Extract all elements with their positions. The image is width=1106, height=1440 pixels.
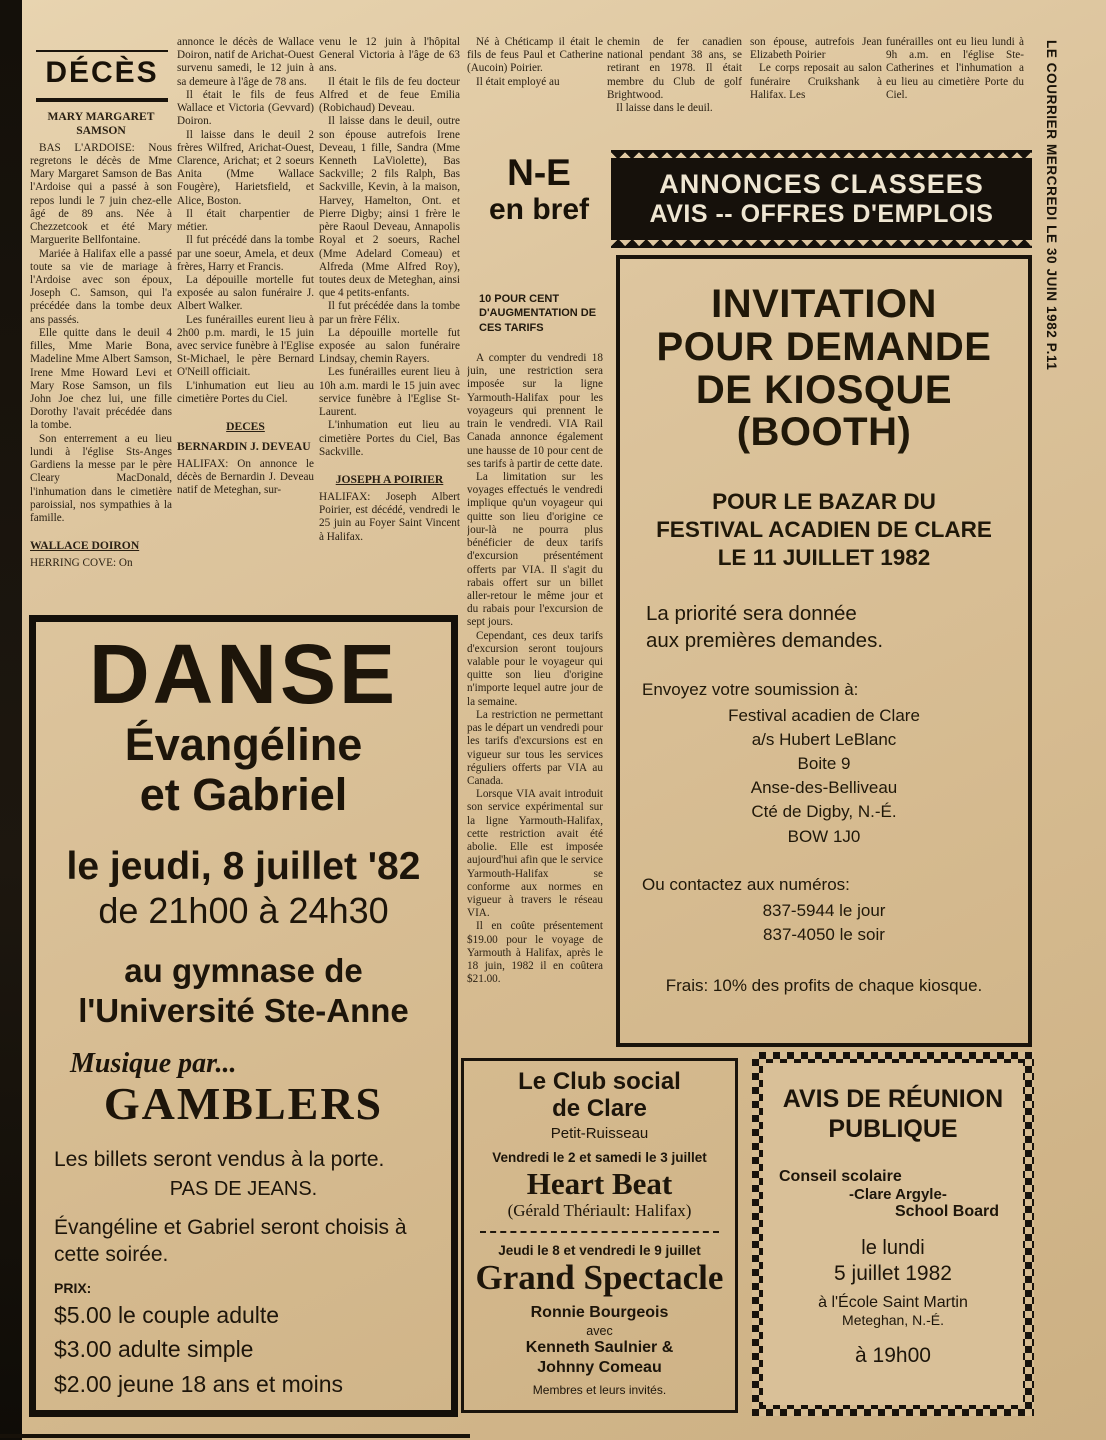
obituary-text: funérailles ont eu lieu lundi à 9h a.m. en l'église Ste-Catherines et l'inhumation a eu lieu au cimetière Porte du Ciel. [886, 36, 1024, 101]
club-ad-performer3: Johnny Comeau [537, 1358, 662, 1376]
danse-ad-music-label: Musique par... [70, 1048, 237, 1080]
club-ad-performer2: Kenneth Saulnier & [525, 1338, 674, 1356]
obituary-column-2 [177, 36, 314, 616]
obituary-text: Né à Chéticamp il était le fils de feus Paul et Catherine (Aucoin) Poirier. Il était employé au [467, 36, 603, 88]
obituary-heading-poirier: JOSEPH A POIRIER [335, 473, 444, 486]
club-ad-location: Petit-Ruisseau [550, 1124, 649, 1142]
club-ad-performer1: Ronnie Bourgeois [530, 1303, 669, 1321]
avis-ad-town: Meteghan, N.-É. [842, 1312, 944, 1328]
danse-ad-price-label: PRIX: [54, 1279, 92, 1296]
club-ad-band1-subtitle: (Gérald Thériault: Halifax) [507, 1200, 692, 1220]
obituary-heading-samson: MARY MARGARET SAMSON [47, 110, 155, 137]
avis-ad-title: AVIS DE RÉUNION PUBLIQUE [782, 1085, 1004, 1143]
obituary-column-5 [607, 36, 742, 154]
obituary-text: BAS L'ARDOISE: Nous regretons le décès de Mme Mary Margaret Samson de Bas l'Ardoise qui a passé à son repos lundi le 7 juin chez-elle âgé de 89 ans. Née à Chezzetcook et été Mary Marguerite Bellfontaine. Mariée à Halifax elle a passé toute sa vie de mariage à l'Ardoise avec son époux, Joseph C. Samson, qui l'a précédée dans la tombe deux ans passés. Elle quitte dans le deuil 4 filles, Mme Marie Bona, Madeline Mme Albert Samson, Irene Mme Howard Levi et Mary Rose Samson, un fils John Joe chez lui, une fille Dorothy l'avait précédée dans la tombe. Son enterrement a eu lieu lundi à l'église Sts-Anges Gardiens la messe par le père Cleary MacDonald, l'inhumation dans le cimetière paroissial, nos sympathies à la famille. [30, 141, 172, 524]
kiosk-ad-subtitle: POUR LE BAZAR DU FESTIVAL ACADIEN DE CLARE LE 11 JUILLET 1982 [656, 489, 992, 570]
brief-article-text: A compter du vendredi 18 juin, une restriction sera imposée sur la ligne Yarmouth-Halifax pour les voyageurs qui prennent le train le vendredi. VIA Rail Canada annonce également une hausse de 10 pour cent de ses tarifs à partir de cette date. La limitation sur les voyages effectués le vendredi implique qu'un voyageur qui quitte son lieu d'origine ce jour-là ne pourra plus bénéficier de deux tarifs d'excursion présentément offerts par VIA. Il s'agit du rabais offert sur un billet aller-retour le même jour et du rabais pour l'excursion de sept jours. Cependant, ces deux tarifs d'excursion seront toujours valable pour le voyageur qui quitte son lieu d'origine n'importe lequel autre jour de la semaine. La restriction ne permettant pas le départ un vendredi pour les tarifs d'excursions est en vigueur sur tous les services réguliers offerts par VIA au Canada. Lorsque VIA avait introduit son service expérimental sur la ligne Yarmouth-Halifax, cette restriction avait été abolie. Elle est imposée aujourd'hui afin que le service Yarmouth-Halifax se conforme aux normes en vigueur à travers le réseau VIA. Il en coûte présentement $19.00 pour le voyage de Yarmouth à Halifax, après le 18 juin, 1982 il en coûtera $21.00. [467, 352, 603, 986]
banner-zigzag-bottom [611, 239, 1032, 248]
danse-ad-prices: $5.00 le couple adulte $3.00 adulte simple $2.00 jeune 18 ans et moins [54, 1301, 343, 1397]
avis-ad-org-line1: Conseil scolaire [779, 1168, 902, 1185]
brief-article-column [467, 352, 603, 1046]
obituary-text: HALIFAX: Joseph Albert Poirier, est décédé, vendredi le 25 juin au Foyer Saint Vincent à Halifax. [319, 490, 460, 543]
obituary-heading-deveau: BERNARDIN J. DEVEAU [177, 440, 311, 454]
avis-reunion-ad [752, 1052, 1034, 1416]
obituary-column-3 [319, 36, 460, 616]
danse-ad-time: de 21h00 à 24h30 [98, 890, 389, 932]
club-ad-divider [480, 1231, 719, 1233]
club-social-ad [461, 1058, 738, 1413]
avis-ad-time: à 19h00 [855, 1344, 931, 1367]
avis-ad-inner [763, 1063, 1023, 1405]
kiosk-ad-fees: Frais: 10% des profits de chaque kiosque. [665, 975, 983, 995]
obituary-text: venu le 12 juin à l'hôpital General Victoria à l'âge de 63 ans. Il était le fils de feu docteur Alfred et de feue Emilia (Robichaud) Deveau. Il laisse dans le deuil, outre son épouse autrefois Irene Deveau, 1 fille, Sandra (Mme Kenneth LaViolette), Bas Sackville; 2 fils Ralph, Bas Sackville, Kevin, à la maison, Harvey, Hamelton, Ont. et Pierre Digby; ainsi 1 frère le père Raoul Deveau, Annapolis Royal et 2 soeurs, Rachel (Mme Adelard Comeau) et Alfreda (Mme Alfred Roy), toutes deux de Meteghan, ainsi que 4 petits-enfants. Il fut précédée dans la tombe par un frère Félix. La dépouille mortelle fut exposée au salon funéraire Lindsay, chemin Rayers. Les funérailles eurent lieu à 10h a.m. mardi le 15 juin avec service funèbre à l'Eglise St-Laurent. L'inhumation eut lieu au cimetière Portes du Ciel, Bas Sackville. [319, 36, 460, 458]
ne-en-bref-line2: en bref [488, 192, 590, 226]
obituary-column-6 [750, 36, 882, 154]
scan-bottom-mark [0, 1434, 470, 1438]
obituary-column-7 [886, 36, 1024, 154]
kiosk-ad-address: Festival acadien de Clare a/s Hubert LeBlanc Boite 9 Anse-des-Belliveau Cté de Digby, N.-É. BOW 1J0 [728, 705, 920, 846]
kiosk-ad-title: INVITATION POUR DEMANDE DE KIOSQUE (BOOTH) [656, 282, 992, 455]
club-ad-event-title: Grand Spectacle [475, 1257, 724, 1297]
danse-ad-names: Évangéline et Gabriel [124, 718, 363, 821]
obituary-column-1 [30, 104, 172, 616]
obituary-text: chemin de fer canadien national pendant 38 ans, se retirant en 1978. Il était membre du Club de golf Brightwood. Il laisse dans le deuil. [607, 36, 742, 115]
danse-ad-title: DANSE [88, 627, 399, 721]
club-ad-date1: Vendredi le 2 et samedi le 3 juillet [492, 1149, 707, 1165]
banner-line2: AVIS -- OFFRES D'EMPLOIS [649, 200, 994, 229]
ne-en-bref-line1: N-E [507, 152, 571, 193]
brief-article-heading: 10 POUR CENT D'AUGMENTATION DE CES TARIFS [479, 293, 597, 334]
avis-ad-org-line2: -Clare Argyle- [849, 1186, 947, 1203]
danse-ad-venue: au gymnase de l'Université Ste-Anne [78, 951, 409, 1029]
danse-ad [29, 615, 458, 1417]
avis-ad-place: à l'École Saint Martin [818, 1294, 968, 1311]
page-edge-caption: LE COURRIER MERCREDI LE 30 JUIN 1982 P.11 [1044, 40, 1059, 371]
ne-en-bref-header [473, 154, 605, 226]
club-ad-avec: avec [586, 1323, 613, 1338]
kiosk-ad-contact-label: Ou contactez aux numéros: [642, 874, 850, 894]
deces-section-title: DÉCÈS [36, 50, 168, 102]
obituary-text: HERRING COVE: On [30, 557, 133, 570]
obituary-heading-deces: DECES [226, 420, 265, 434]
club-ad-members-note: Membres et leurs invités. [532, 1382, 667, 1397]
danse-ad-dress-note: PAS DE JEANS. [169, 1178, 318, 1201]
danse-ad-tickets-note: Les billets seront vendus à la porte. [54, 1148, 385, 1172]
avis-ad-day: le lundi [861, 1237, 925, 1259]
scan-left-edge [0, 0, 22, 1440]
danse-ad-date: le jeudi, 8 juillet '82 [66, 845, 421, 889]
avis-ad-date: 5 juillet 1982 [834, 1262, 952, 1285]
danse-ad-selection-note: Évangéline et Gabriel seront choisis à cette soirée. [54, 1216, 407, 1266]
club-ad-date2: Jeudi le 8 et vendredi le 9 juillet [498, 1242, 701, 1258]
obituary-text: son épouse, autrefois Jean Elizabeth Poirier Le corps reposait au salon funéraire Cruikshank à Halifax. Les [750, 36, 882, 101]
danse-ad-band-name: GAMBLERS [103, 1078, 384, 1130]
kiosk-ad-priority-note: La priorité sera donnée aux premières demandes. [646, 601, 884, 652]
banner-line1: ANNONCES CLASSEES [659, 169, 984, 200]
banner-zigzag-top [611, 150, 1032, 159]
obituary-heading-doiron: WALLACE DOIRON [30, 539, 140, 553]
obituary-text: annonce le décès de Wallace Doiron, natif de Arichat-Ouest survenu samedi, le 12 juin à sa demeure à l'âge de 78 ans. Il était le fils de feus Wallace et Victoria (Gevvard) Doiron. Il laisse dans le deuil 2 frères Wilfred, Arichat-Ouest, Clarence, Arichat; et 2 soeurs Anita (Mme Wallace Fougère), Harietsfield, et Alice, Boston. Il était charpentier de métier. Il fut précédé dans la tombe par une soeur, Amela, et deux frères, Harry et Francis. La dépouille mortelle fut exposée au salon funéraire J. Albert Walker. Les funérailles eurent lieu à 2h00 p.m. mardi, le 15 juin avec service funèbre à l'Eglise St-Michael, le père Bernard O'Neill officiait. L'inhumation eut lieu au cimetière Portes du Ciel. [177, 36, 314, 405]
kiosk-invitation-ad [616, 255, 1032, 1047]
club-ad-title: Le Club social de Clare [518, 1068, 681, 1122]
classifieds-banner [611, 158, 1032, 240]
club-ad-band1: Heart Beat [526, 1165, 673, 1201]
obituary-text: HALIFAX: On annonce le décès de Bernardin J. Deveau natif de Meteghan, sur- [177, 457, 314, 497]
kiosk-ad-send-label: Envoyez votre soumission à: [642, 679, 859, 699]
avis-ad-org-line3: School Board [894, 1203, 999, 1220]
kiosk-ad-phone-numbers: 837-5944 le jour 837-4050 le soir [762, 900, 886, 945]
obituary-column-4 [467, 36, 603, 154]
